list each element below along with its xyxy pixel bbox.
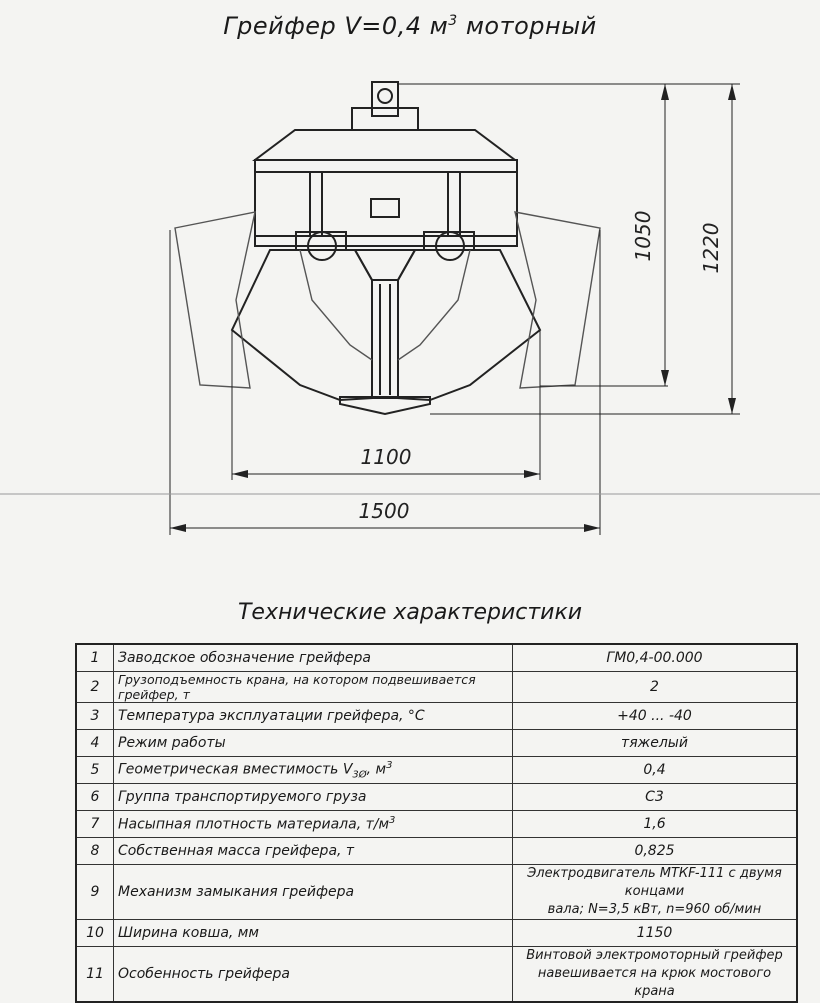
table-row xyxy=(76,730,797,757)
row-num: 6 xyxy=(76,784,114,811)
row-value: 2 xyxy=(513,672,798,703)
row-value-line1: Электродвигатель МТКF-111 с двумя концами xyxy=(527,866,782,899)
table-row xyxy=(76,947,797,1003)
table-row xyxy=(76,865,797,920)
row-name-a: Насыпная плотность материала, т/м xyxy=(118,816,390,833)
row-num: 11 xyxy=(76,947,114,1003)
dim-1100: 1100 xyxy=(360,445,412,469)
dim-1050: 1050 xyxy=(631,210,655,262)
row-num: 7 xyxy=(76,811,114,838)
row-value: +40 ... -40 xyxy=(513,703,798,730)
table-row xyxy=(76,784,797,811)
row-name xyxy=(114,757,513,784)
row-name-sub: 3Ø xyxy=(352,769,367,781)
row-num: 5 xyxy=(76,757,114,784)
row-value: ГМ0,4-00.000 xyxy=(513,644,798,672)
row-value-line2: навешивается на крюк мостового крана xyxy=(537,966,772,999)
tech-title: Технические характеристики xyxy=(237,600,583,625)
row-name: Температура эксплуатации грейфера, °С xyxy=(114,703,513,730)
row-name: Ширина ковша, мм xyxy=(114,920,513,947)
title-main: Грейфер V=0,4 м xyxy=(223,12,449,40)
row-value: 0,4 xyxy=(513,757,798,784)
row-name: Механизм замыкания грейфера xyxy=(114,865,513,920)
row-num: 9 xyxy=(76,865,114,920)
table-row xyxy=(76,703,797,730)
row-name xyxy=(114,811,513,838)
row-name-a: Геометрическая вместимость V xyxy=(118,761,353,778)
row-num: 10 xyxy=(76,920,114,947)
row-name: Собственная масса грейфера, т xyxy=(114,838,513,865)
table-row xyxy=(76,838,797,865)
row-num: 2 xyxy=(76,672,114,703)
row-name-sup: 3 xyxy=(389,815,396,827)
row-name: Режим работы xyxy=(114,730,513,757)
table-row xyxy=(76,672,797,703)
title-sup: 3 xyxy=(448,13,458,29)
row-num: 3 xyxy=(76,703,114,730)
dim-1220: 1220 xyxy=(699,222,723,274)
title-tail: моторный xyxy=(465,12,597,40)
row-num: 4 xyxy=(76,730,114,757)
table-row xyxy=(76,644,797,672)
row-name-sup: 3 xyxy=(386,759,393,771)
table-row xyxy=(76,811,797,838)
table-row xyxy=(76,757,797,784)
row-value: С3 xyxy=(513,784,798,811)
row-name: Группа транспортируемого груза xyxy=(114,784,513,811)
specs-table xyxy=(75,643,798,1003)
row-value: 1150 xyxy=(513,920,798,947)
row-name-b: , м xyxy=(366,761,387,778)
row-value-line2: вала; N=3,5 кВт, n=960 об/мин xyxy=(547,902,762,917)
row-name: Особенность грейфера xyxy=(114,947,513,1003)
row-value xyxy=(513,947,798,1003)
table-row xyxy=(76,920,797,947)
row-name: Грузоподъемность крана, на котором подвешивается грейфер, т xyxy=(114,672,513,703)
row-value: тяжелый xyxy=(513,730,798,757)
dim-1500: 1500 xyxy=(358,499,410,523)
row-name: Заводское обозначение грейфера xyxy=(114,644,513,672)
row-value: 1,6 xyxy=(513,811,798,838)
row-value: 0,825 xyxy=(513,838,798,865)
row-num: 1 xyxy=(76,644,114,672)
row-value-line1: Винтовой электромоторный грейфер xyxy=(526,948,783,963)
row-num: 8 xyxy=(76,838,114,865)
row-value xyxy=(513,865,798,920)
